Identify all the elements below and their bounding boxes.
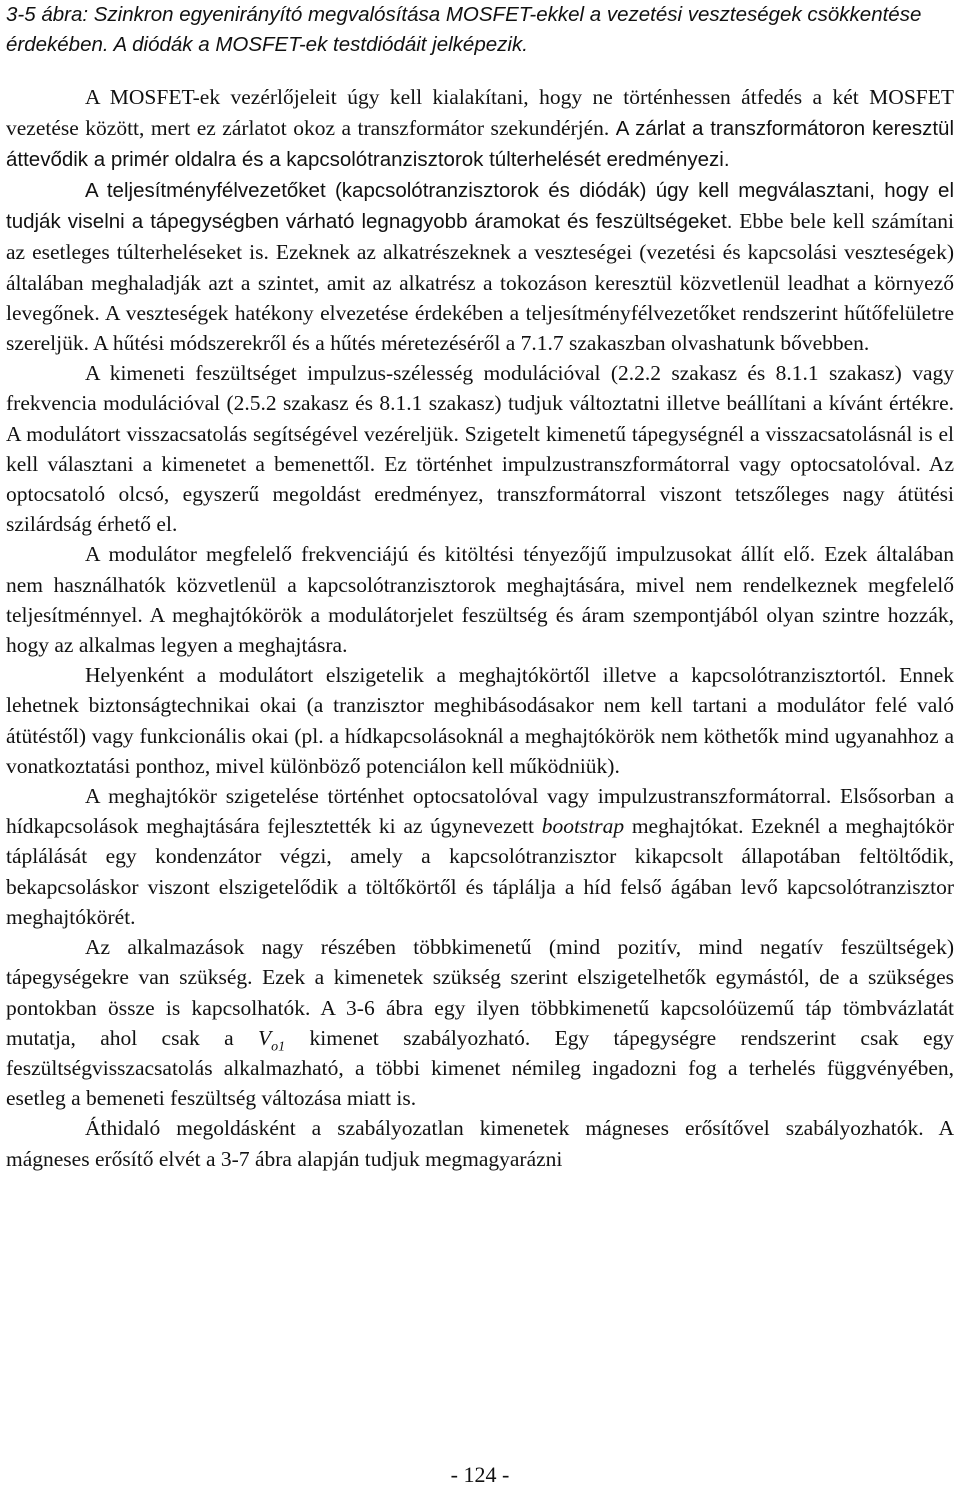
paragraph-magnetic-amplifier: Áthidaló megoldásként a szabályozatlan kimenetek mágneses erősítővel szabályozhatók. A mágneses erősítő elvét a 3-7 ábra alapján tudjuk megmagyarázni [6,1116,954,1171]
paragraph-text-sans: A zárlat a transzformátoron keresztül áttevődik a primér oldalra és a kapcsolótranzisztorok túlterhelését eredményezi. [6,116,955,171]
figure-caption: 3-5 ábra: Szinkron egyenirányító megvalósítása MOSFET-ekkel a vezetési veszteségek csökkentése érdekében. A diódák a MOSFET-ek testdiódáit jelképezik. [6,3,922,57]
paragraph-text: Az alkalmazások nagy részében többkimenetű (mind pozitív, mind negatív feszültségek) tápegységekre van szükség. Ezek a kimenetek szükség szerint elszigetelhetők egymástól, de a szükséges pontokban össze is kapcsolhatók. A 3-6 ábra egy ilyen többkimenetű kapcsolóüzemű táp tömbvázlatát mutatja, ahol csak a [6,935,954,1050]
document-page [6,0,954,1174]
paragraph-text: kimenet szabályozható. Egy tápegységre rendszerint csak egy feszültségvisszacsatolás alkalmazható, a többi kimenet némileg ingadozni fog a terhelés függvényében, esetleg a bemeneti feszültség változása miatt is. [6,1025,955,1111]
variable-vo1: $V_{o1}$ [258,1025,286,1054]
emphasis-bootstrap: bootstrap [541,814,625,839]
paragraph-text-sans: A teljesítményfélvezetőket (kapcsolótranzisztorok és diódák) úgy kell megválasztani, hogy el tudják viselni a tápegységben várható legnagyobb áramokat és feszültségeket. [6,179,954,234]
paragraph-isolation: Helyenként a modulátort elszigetelik a meghajtókörtől illetve a kapcsolótranzisztortól. Ennek lehetnek biztonságtechnikai okai (a tranzisztor meghibásodásakor nem kell tartani a modulátor felé való átütéstől) vagy funkcionális okai (pl. a hídkapcsolásoknál a meghajtókörök nem köthetők mind ugyanahhoz a vonatkoztatási ponthoz, mivel különböző potenciálon kell működniük). [6,663,954,778]
paragraph-text: A meghajtókör szigetelése történhet optocsatolóval vagy impulzustranszformátorral. Elsősorban a hídkapcsolások meghajtására fejlesztették ki az úgynevezett [6,784,954,839]
paragraph-text: meghajtókat. Ezeknél a meghajtókör táplálását egy kondenzátor végzi, amely a kapcsolótranzisztor kikapcsolt állapotában feltöltődik, bekapcsoláskor viszont elszigetelődik a töltőkörtől és táplálja a híd felső ágában levő kapcsolótranzisztor meghajtókörét. [6,814,955,929]
paragraph-text: A MOSFET-ek vezérlőjeleit úgy kell kialakítani, hogy ne történhessen átfedés a két MOSFET vezetése között, mert ez zárlatot okoz a transzformátor szekundérjén. [6,85,954,140]
paragraph-text: Ebbe bele kell számítani az esetleges túlterheléseket is. Ezeknek az alkatrészeknek a veszteségei (vezetési és kapcsolási veszteségek) általában meghaladják azt a szintet, amit az alkatrész a tokozáson keresztül közvetlenül leadhat a környező levegőnek. A veszteségek hatékony elvezetése érdekében a teljesítményfélvezetőket rendszerint hűtőfelületre szereljük. A hűtési módszerekről és a hűtés méretezéséről a 7.1.7 szakaszban olvashatunk bővebben. [6,209,955,356]
paragraph-multi-output [6,932,954,1113]
paragraph-mosfet-control [6,82,954,175]
paragraph-modulator: A modulátor megfelelő frekvenciájú és kitöltési tényezőjű impulzusokat állít elő. Ezek általában nem használhatók közvetlenül a kapcsolótranzisztorok meghajtására, mivel nem rendelkeznek megfelelő teljesítménnyel. A meghajtókörök a modulátorjelet feszültség és áram szempontjából olyan szintre hozzák, hogy az alkalmas legyen a meghajtásra. [6,542,954,658]
paragraph-driver-isolation [6,781,954,932]
page-number: - 124 - [450,1462,510,1487]
paragraph-output-voltage: A kimeneti feszültséget impulzus-szélesség modulációval (2.2.2 szakasz és 8.1.1 szakasz) vagy frekvencia modulációval (2.5.2 szakasz és 8.1.1 szakasz) tudjuk változtatni illetve beállítani a kívánt értékre. A modulátort visszacsatolás segítségével vezéreljük. Szigetelt kimenetű tápegységnél a visszacsatolásnál is el kell választani a kimenetet a bemenettől. Ez történhet impulzustranszformátorral vagy optocsatolóval. Az optocsatoló olcsó, egyszerű megoldást eredményez, transzformátorral viszont tetszőleges nagy átütési szilárdság érhető el. [6,361,954,537]
paragraph-power-semiconductors [6,175,954,358]
